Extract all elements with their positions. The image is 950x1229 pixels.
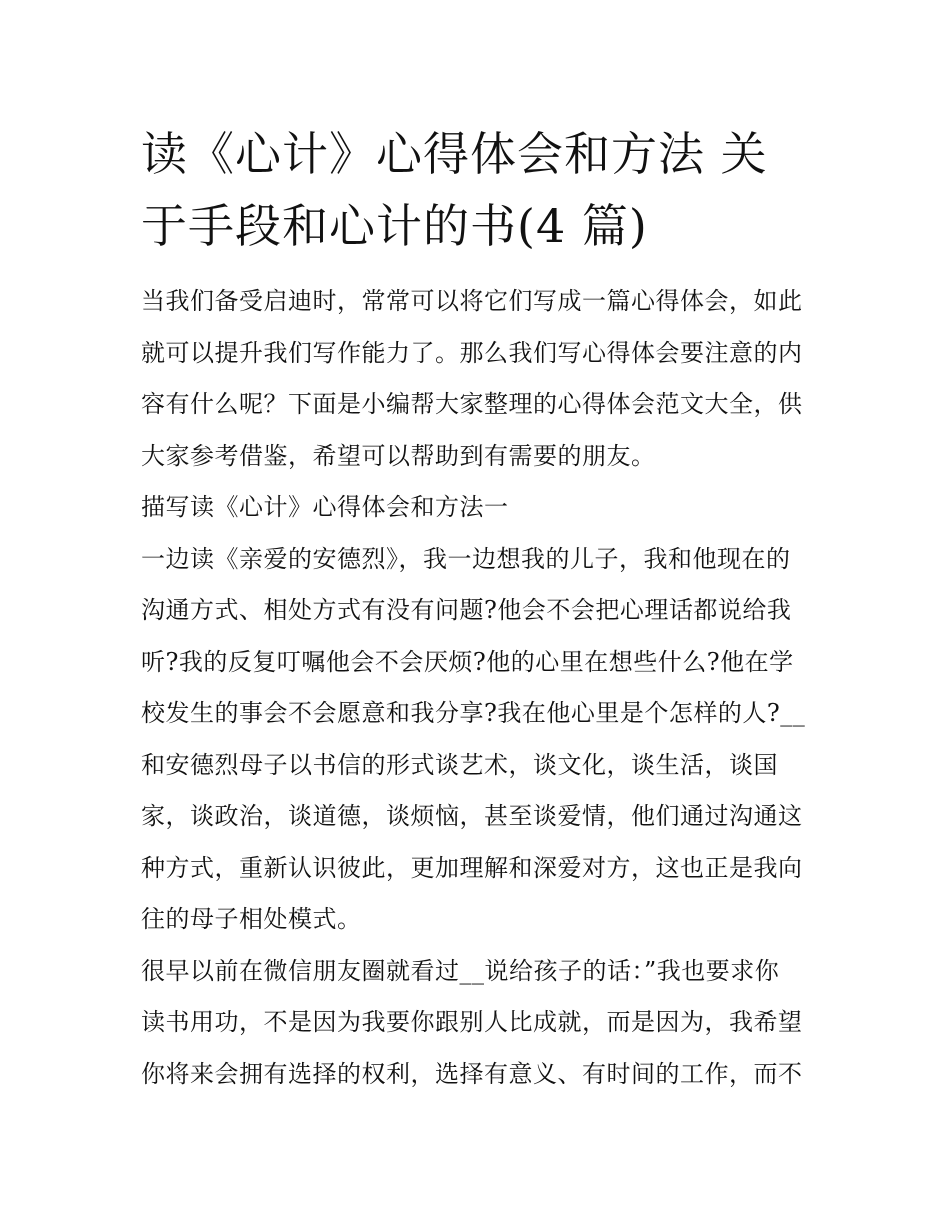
title-line: 读《心计》心得体会和方法 关 [141, 127, 768, 181]
body-paragraph [141, 946, 813, 1101]
text-line: 往的母子相处模式。 [141, 905, 362, 933]
text-line: 家，谈政治，谈道德，谈烦恼，甚至谈爱情，他们通过沟通这 [141, 802, 803, 830]
intro-paragraph [141, 276, 813, 482]
text-line: 种方式，重新认识彼此，更加理解和深爱对方，这也正是我向 [141, 853, 803, 882]
text-line: 大家参考借鉴，希望可以帮助到有需要的朋友。 [141, 441, 656, 470]
document-title [141, 118, 813, 262]
text-line: 当我们备受启迪时，常常可以将它们写成一篇心得体会，如此 [141, 287, 803, 315]
text-line: 一边读《亲爱的安德烈》，我一边想我的儿子，我和他现在的 [141, 544, 791, 573]
text-line: 听?我的反复叮嘱他会不会厌烦?他的心里在想些什么?他在学 [141, 647, 794, 676]
text-line: 就可以提升我们写作能力了。那么我们写心得体会要注意的内 [141, 338, 803, 367]
text-line: 读书用功，不是因为我要你跟别人比成就，而是因为，我希望 [141, 1008, 803, 1036]
text-line: 容有什么呢？下面是小编帮大家整理的心得体会范文大全，供 [141, 390, 803, 418]
title-line: 于手段和心计的书(4 篇) [141, 199, 648, 253]
text-line: 很早以前在微信朋友圈就看过__说给孩子的话：”我也要求你 [141, 956, 780, 985]
text-line: 和安德烈母子以书信的形式谈艺术，谈文化，谈生活，谈国 [141, 750, 778, 779]
text-line: 校发生的事会不会愿意和我分享?我在他心里是个怎样的人?__ [141, 699, 806, 727]
text-line: 你将来会拥有选择的权利，选择有意义、有时间的工作，而不 [141, 1059, 803, 1088]
document-content [141, 118, 813, 1100]
body-paragraph [141, 534, 813, 946]
text-line: 描写读《心计》心得体会和方法一 [141, 493, 509, 521]
text-line: 沟通方式、相处方式有没有问题?他会不会把心理话都说给我 [141, 596, 792, 624]
section-heading [141, 482, 813, 534]
